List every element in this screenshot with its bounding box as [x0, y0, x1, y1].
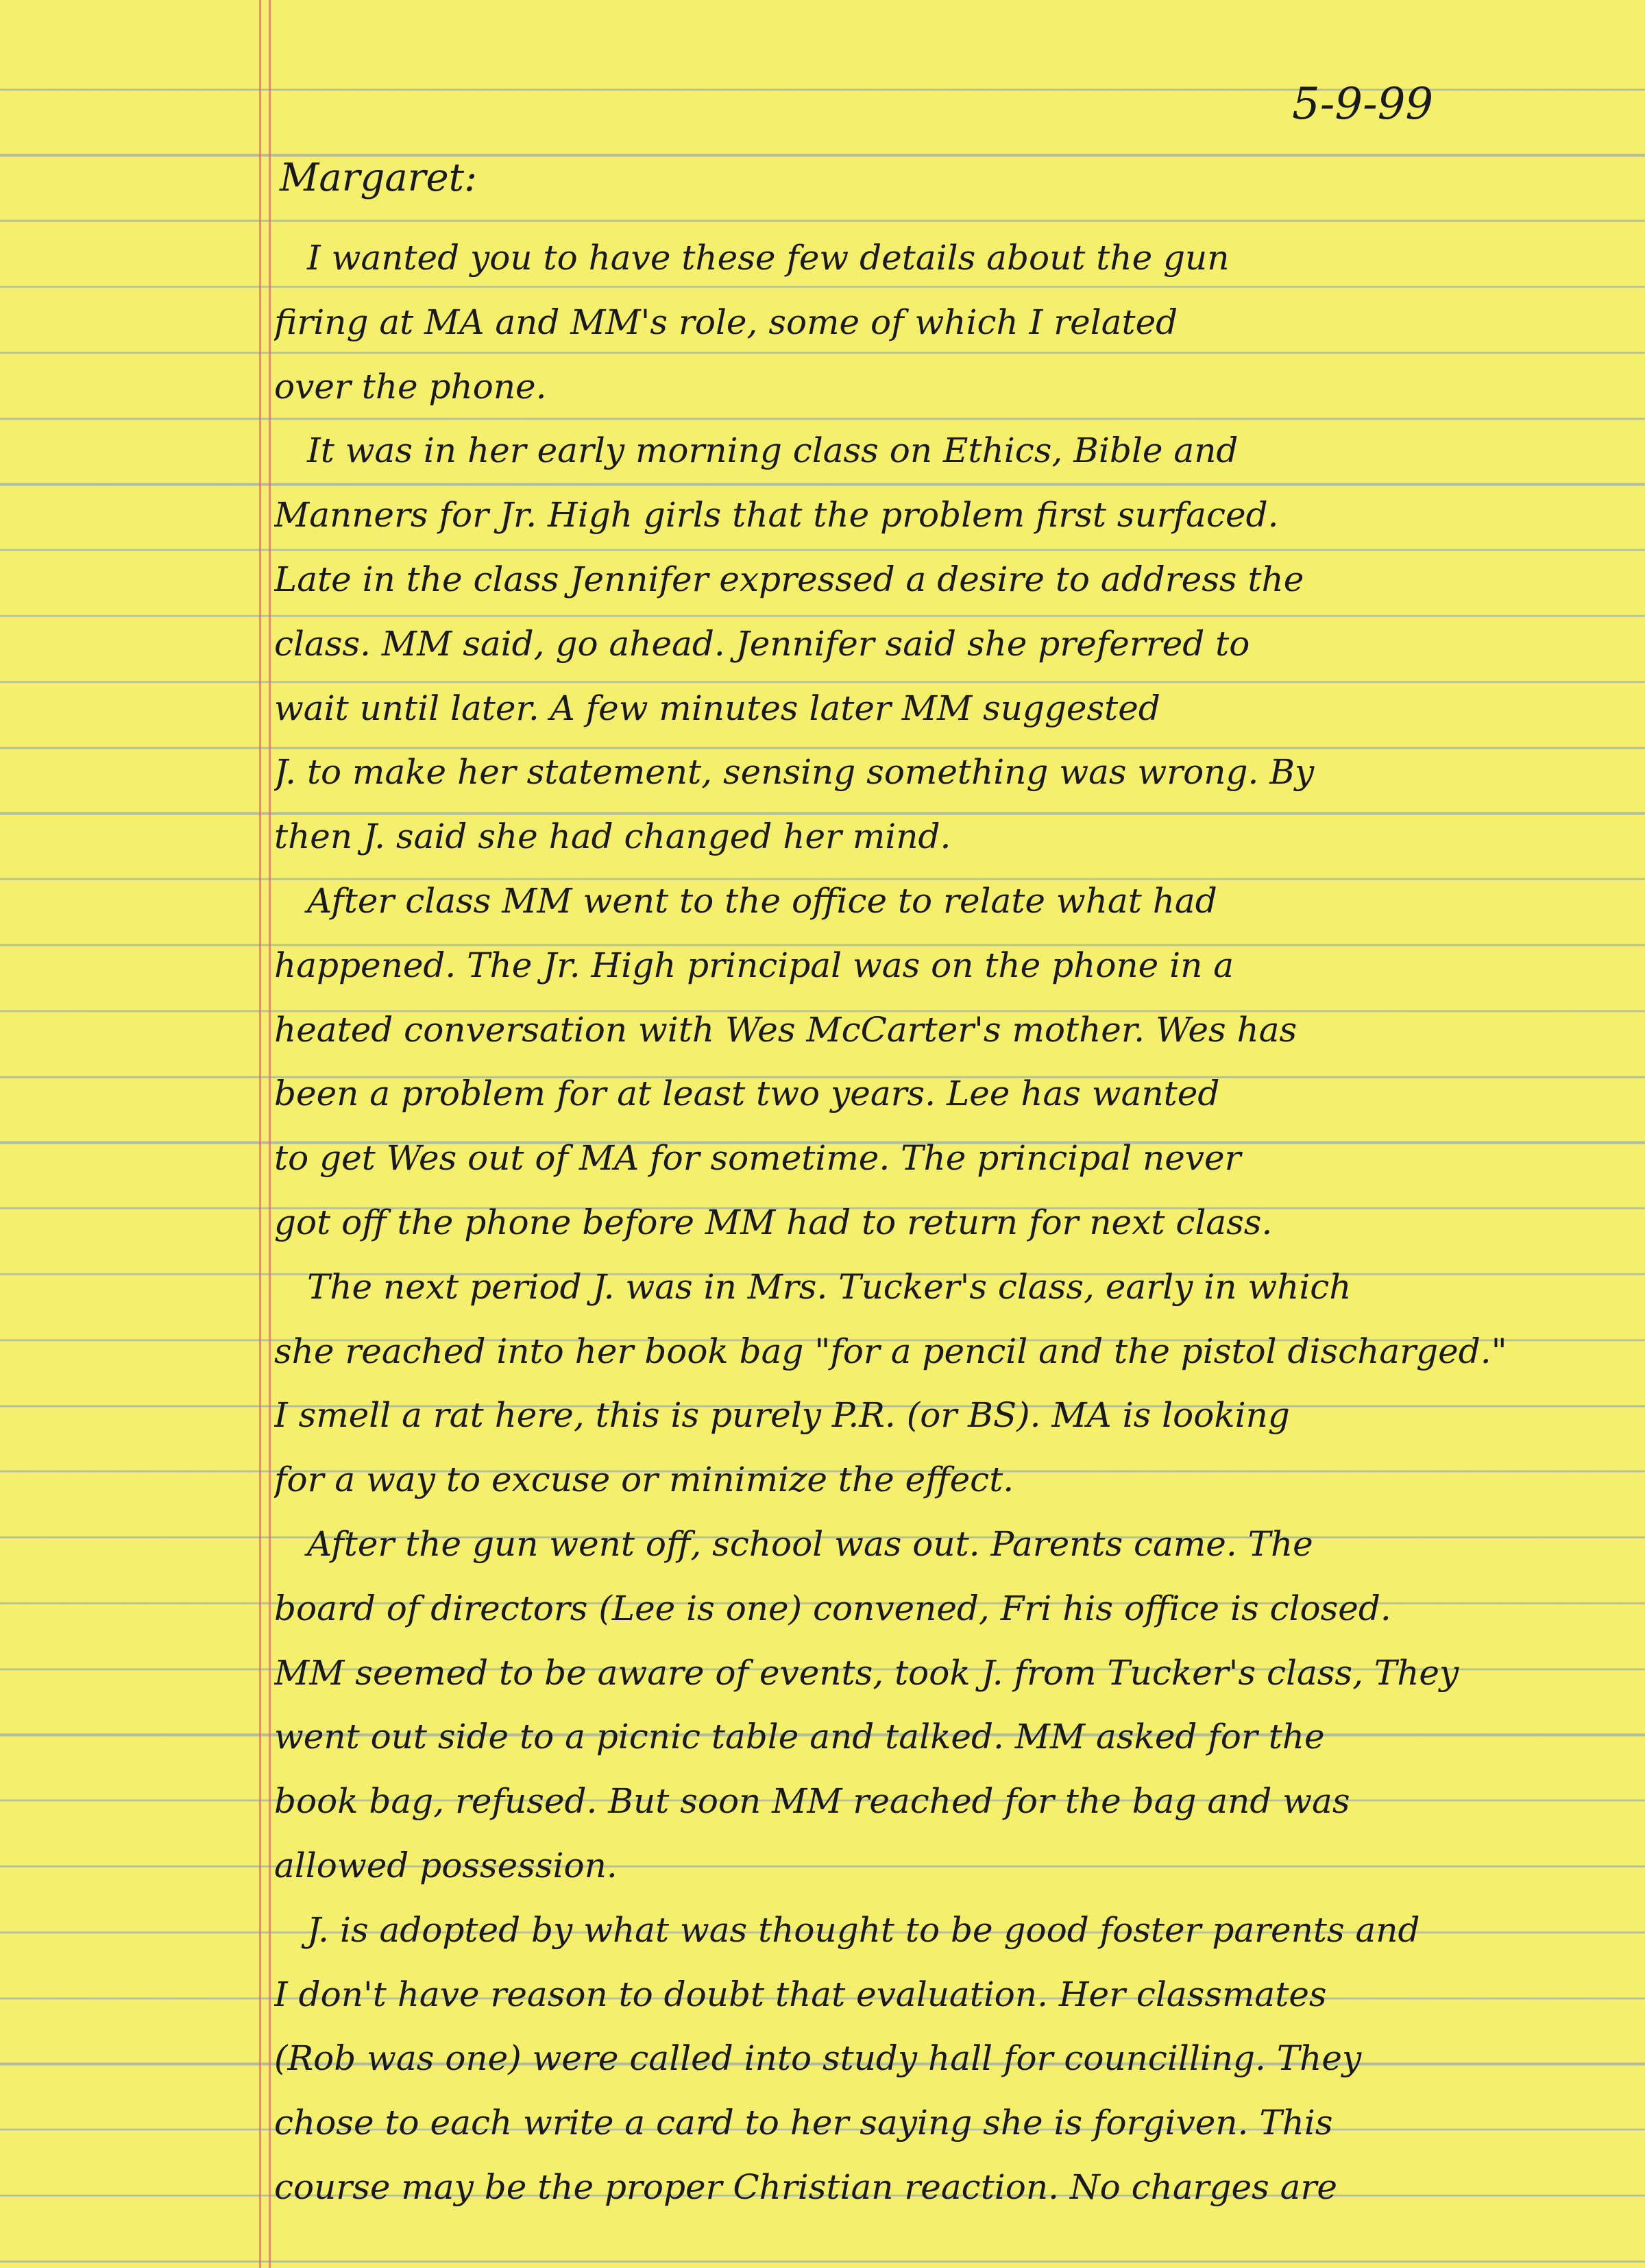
letter-line: class. MM said, go ahead. Jennifer said she preferred to [274, 623, 1250, 664]
letter-line: happened. The Jr. High principal was on the phone in a [274, 945, 1234, 985]
letter-line: got off the phone before MM had to return for next class. [274, 1202, 1273, 1242]
letter-line: J. to make her statement, sensing something was wrong. By [274, 752, 1315, 793]
letter-line: wait until later. A few minutes later MM suggested [274, 688, 1160, 728]
letter-line: I don't have reason to doubt that evaluation. Her classmates [274, 1974, 1327, 2014]
letter-salutation: Margaret: [280, 156, 478, 200]
letter-line: After the gun went off, school was out. Parents came. The [307, 1523, 1313, 1564]
margin-line [259, 0, 261, 2268]
letter-line: she reached into her book bag "for a pencil and the pistol discharged." [274, 1331, 1507, 1371]
letter-line: After class MM went to the office to relate what had [307, 880, 1217, 921]
letter-date: 5-9-99 [1292, 79, 1434, 130]
letter-line: over the phone. [274, 366, 547, 407]
letter-line: firing at MA and MM's role, some of which I related [274, 302, 1178, 342]
letter-line: book bag, refused. But soon MM reached for the bag and was [274, 1781, 1350, 1822]
letter-body [274, 226, 1590, 2220]
letter-line: went out side to a picnic table and talked. MM asked for the [274, 1717, 1325, 1757]
letter-line: Manners for Jr. High girls that the problem first surfaced. [274, 495, 1279, 535]
letter-line: It was in her early morning class on Ethics, Bible and [307, 431, 1239, 471]
letter-line: Late in the class Jennifer expressed a desire to address the [274, 559, 1304, 599]
letter-line: for a way to excuse or minimize the effect. [274, 1460, 1014, 1500]
letter-line: (Rob was one) were called into study hall for councilling. They [274, 2038, 1362, 2079]
letter-line: been a problem for at least two years. Lee has wanted [274, 1074, 1220, 1114]
letter-line: allowed possession. [274, 1845, 618, 1885]
letter-line: MM seemed to be aware of events, took J. from Tucker's class, They [274, 1652, 1459, 1693]
letter-line: course may be the proper Christian reaction. No charges are [274, 2167, 1337, 2207]
letter-line: heated conversation with Wes McCarter's mother. Wes has [274, 1009, 1297, 1050]
letter-line: board of directors (Lee is one) convened, Fri his office is closed. [274, 1588, 1391, 1628]
letter-line: to get Wes out of MA for sometime. The principal never [274, 1138, 1241, 1179]
letter-line: The next period J. was in Mrs. Tucker's class, early in which [307, 1266, 1352, 1307]
letter-line: chose to each write a card to her saying she is forgiven. This [274, 2103, 1333, 2143]
letter-line: I wanted you to have these few details about the gun [307, 238, 1230, 278]
letter-line: I smell a rat here, this is purely P.R. (or BS). MA is looking [274, 1395, 1290, 1436]
margin-line [269, 0, 271, 2268]
letter-line: J. is adopted by what was thought to be good foster parents and [307, 1909, 1420, 1950]
letter-line: then J. said she had changed her mind. [274, 817, 951, 857]
